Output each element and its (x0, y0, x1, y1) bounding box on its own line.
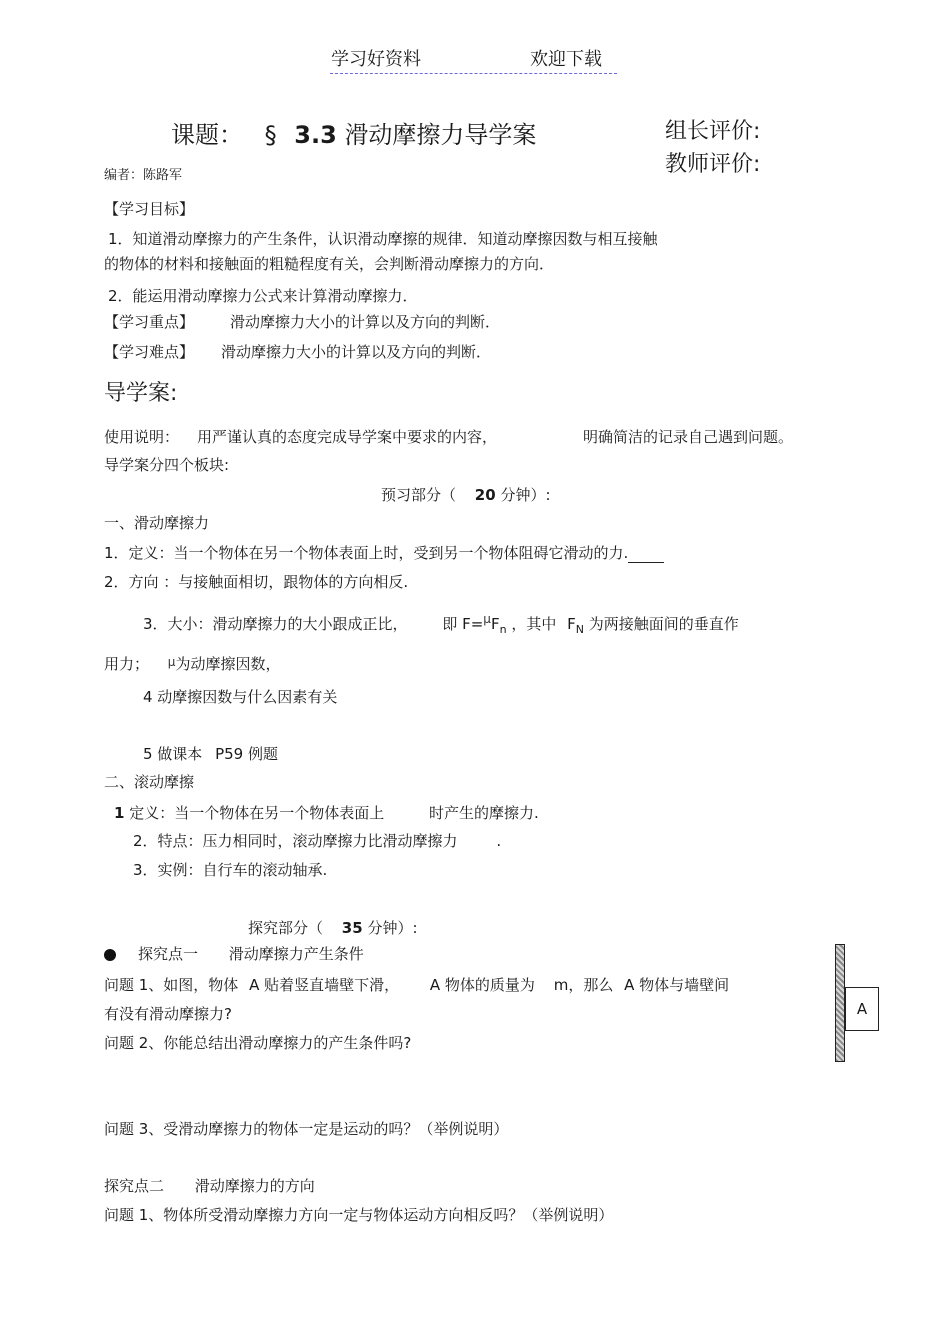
header-left: 学习好资料 (331, 49, 421, 70)
page-title (171, 120, 536, 150)
size-text-e: 为两接触面间的垂直作 (588, 615, 739, 633)
section-rolling-friction: 二、滚动摩擦 (104, 773, 195, 791)
difficult-points-label: 【学习难点】 (104, 343, 195, 361)
mu-symbol: μ (483, 612, 491, 626)
fn-subscript: N (575, 623, 585, 636)
editor: 编者：陈路军 (104, 168, 183, 183)
rolling-def-number: 1 (114, 804, 125, 822)
size-text-c: F (490, 615, 500, 633)
point2-text: 滑动摩擦力的方向 (194, 1177, 315, 1195)
textbook-line (143, 744, 278, 764)
explore-heading (248, 918, 418, 938)
usage-text-1: 用严谨认真的态度完成导学案中要求的内容， (197, 428, 498, 446)
title-number: 3.3 (294, 121, 337, 149)
q1-c: A 物体的质量为 (429, 976, 535, 994)
objectives-heading: 【学习目标】 (104, 200, 195, 218)
size-line2-a: 用力； (104, 655, 150, 673)
point1-text: 滑动摩擦力产生条件 (228, 945, 364, 963)
rolling-feat-a: 2．特点：压力相同时，滚动摩擦力比滑动摩擦力 (133, 832, 458, 850)
explore-label-prefix: 探究部分（ (248, 919, 324, 937)
explore-label-suffix: 分钟）: (367, 919, 418, 937)
rolling-def-b: 时产生的摩擦力. (429, 804, 539, 822)
preview-label-prefix: 预习部分（ (381, 486, 457, 504)
rolling-definition (114, 803, 539, 823)
fn-main: F (567, 615, 576, 633)
q1-a: 问题 1、如图，物体 (104, 976, 239, 994)
preview-heading (381, 485, 551, 505)
direction-line: 2．方向 ：与接触面相切，跟物体的方向相反. (104, 573, 409, 591)
bullet-icon (104, 949, 116, 961)
explore-point-1 (104, 944, 364, 964)
size-text-a: 3．大小：滑动摩擦力的大小跟成正比， (143, 615, 408, 633)
section-sliding-friction: 一、滑动摩擦力 (104, 514, 210, 532)
guide-heading: 导学案: (104, 381, 178, 406)
textbook-b: P59 例题 (215, 745, 278, 763)
point2-question-1: 问题 1、物体所受滑动摩擦力方向一定与物体运动方向相反吗？（举例说明） (104, 1206, 614, 1224)
rolling-feat-b: . (496, 832, 502, 850)
point2-label: 探究点二 (104, 1177, 165, 1195)
question-1-line1 (104, 975, 729, 995)
block-a-figure: A (845, 987, 879, 1031)
title-text: 滑动摩擦力导学案 (344, 121, 537, 149)
point1-label: 探究点一 (138, 945, 199, 963)
explore-point-2 (104, 1176, 315, 1196)
group-leader-evaluation: 组长评价: (665, 119, 761, 144)
q1-e: A 物体与墙壁间 (624, 976, 730, 994)
wall-figure (835, 944, 845, 1062)
title-prefix: 课题： (171, 121, 243, 149)
mu-symbol-2: μ (167, 655, 176, 669)
objective-2: 2．能运用滑动摩擦力公式来计算滑动摩擦力． (108, 287, 418, 305)
key-points-label: 【学习重点】 (104, 313, 195, 331)
question-3: 问题 3、受滑动摩擦力的物体一定是运动的吗？（举例说明） (104, 1120, 509, 1138)
rolling-example: 3．实例：自行车的滚动轴承. (133, 861, 328, 879)
textbook-a: 5 做课本 (143, 745, 203, 763)
objective-1-line1: 1．知道滑动摩擦力的产生条件，认识滑动摩擦的规律．知道动摩擦因数与相互接触 (108, 230, 658, 248)
difficult-points-text: 滑动摩擦力大小的计算以及方向的判断． (221, 343, 492, 361)
size-line-2 (104, 654, 280, 675)
teacher-evaluation: 教师评价: (665, 152, 761, 177)
rolling-def-a: 定义：当一个物体在另一个物体表面上 (129, 804, 385, 822)
size-text-b: 即 F= (442, 615, 484, 633)
definition-line (104, 543, 664, 563)
key-points-text: 滑动摩擦力大小的计算以及方向的判断． (230, 313, 501, 331)
usage-label: 使用说明： (104, 428, 180, 446)
size-subscript-n: n (499, 623, 507, 636)
size-text-d: ，其中 (511, 615, 557, 633)
definition-blank (628, 546, 664, 563)
objective-1-line2: 的物体的材料和接触面的粗糙程度有关，会判断滑动摩擦力的方向． (104, 255, 555, 273)
question-2: 问题 2、你能总结出滑动摩擦力的产生条件吗? (104, 1034, 412, 1052)
header-right: 欢迎下载 (530, 49, 602, 70)
question-1-line2: 有没有滑动摩擦力? (104, 1005, 232, 1023)
title-section-sign: § (264, 121, 277, 149)
q1-b: A 贴着竖直墙壁下滑， (249, 976, 400, 994)
definition-text: 1．定义：当一个物体在另一个物体表面上时，受到另一个物体阻碍它滑动的力. (104, 544, 629, 562)
preview-label-suffix: 分钟）: (500, 486, 551, 504)
rolling-feature (133, 831, 501, 851)
size-line (143, 614, 739, 636)
usage-text-2: 明确简洁的记录自己遇到问题。 (583, 428, 794, 446)
size-line2-b: 为动摩擦因数， (175, 655, 281, 673)
factor-question: 4 动摩擦因数与什么因素有关 (143, 688, 338, 706)
preview-minutes: 20 (474, 486, 496, 504)
header-underline (330, 73, 617, 74)
guide-blocks: 导学案分四个板块: (104, 456, 230, 474)
explore-minutes: 35 (341, 919, 363, 937)
q1-d: m，那么 (553, 976, 614, 994)
